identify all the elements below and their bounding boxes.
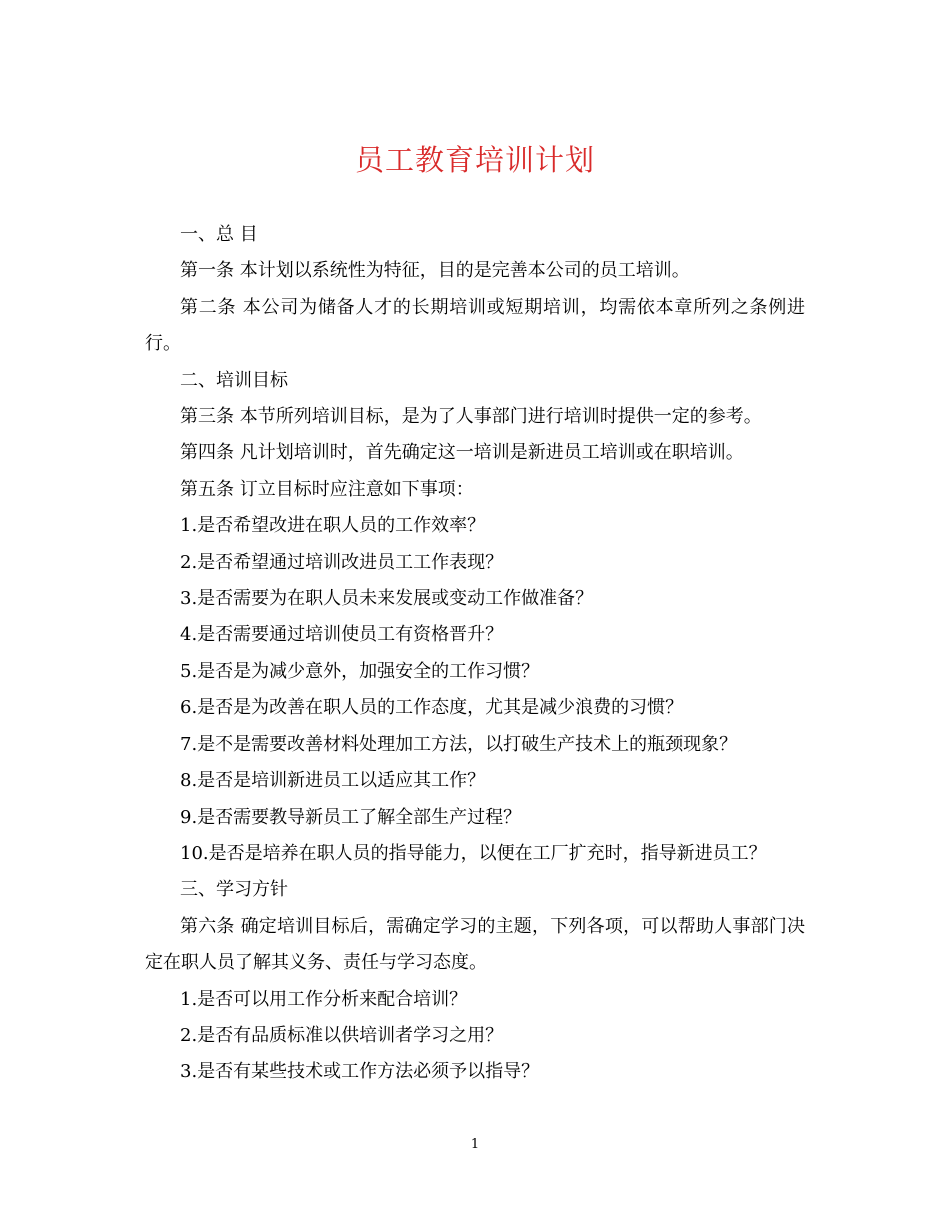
- list-item: 1.是否希望改进在职人员的工作效率？: [180, 515, 486, 537]
- article-paragraph: 第一条 本计划以系统性为特征，目的是完善本公司的员工培训。: [180, 260, 690, 282]
- section-heading: 二、培训目标: [180, 369, 288, 391]
- list-item: 3.是否需要为在职人员未来发展或变动工作做准备？: [180, 588, 594, 610]
- list-item: 3.是否有某些技术或工作方法必须予以指导？: [180, 1061, 540, 1083]
- article-paragraph: 第二条 本公司为储备人才的长期培训或短期培训，均需依本章所列之条例进行。: [145, 296, 805, 355]
- list-item: 1.是否可以用工作分析来配合培训？: [180, 988, 468, 1010]
- list-item: 7.是不是需要改善材料处理加工方法，以打破生产技术上的瓶颈现象？: [180, 733, 738, 755]
- article-paragraph: 第六条 确定培训目标后，需确定学习的主题，下列各项，可以帮助人事部门决定在职人员了解其义务、责任与学习态度。: [145, 915, 805, 974]
- section-heading: 一、总 目: [180, 224, 258, 245]
- article-paragraph: 第五条 订立目标时应注意如下事项：: [180, 478, 474, 500]
- list-item: 8.是否是培训新进员工以适应其工作？: [180, 770, 486, 792]
- list-item: 2.是否希望通过培训改进员工工作表现？: [180, 551, 504, 573]
- list-item: 6.是否是为改善在职人员的工作态度，尤其是减少浪费的习惯？: [180, 697, 684, 719]
- article-paragraph: 第四条 凡计划培训时，首先确定这一培训是新进员工培训或在职培训。: [180, 442, 744, 464]
- article-paragraph: 第三条 本节所列培训目标，是为了人事部门进行培训时提供一定的参考。: [180, 406, 762, 428]
- list-item: 5.是否是为减少意外，加强安全的工作习惯？: [180, 660, 540, 682]
- list-item: 4.是否需要通过培训使员工有资格晋升？: [180, 624, 504, 646]
- list-item: 10.是否是培养在职人员的指导能力，以便在工厂扩充时，指导新进员工？: [180, 842, 767, 864]
- document-title: 员工教育培训计划: [354, 143, 595, 177]
- page-number: 1: [470, 1137, 480, 1152]
- list-item: 2.是否有品质标准以供培训者学习之用？: [180, 1024, 504, 1046]
- document-body: [145, 217, 805, 1091]
- list-item: 9.是否需要教导新员工了解全部生产过程？: [180, 806, 522, 828]
- section-heading: 三、学习方针: [180, 879, 288, 901]
